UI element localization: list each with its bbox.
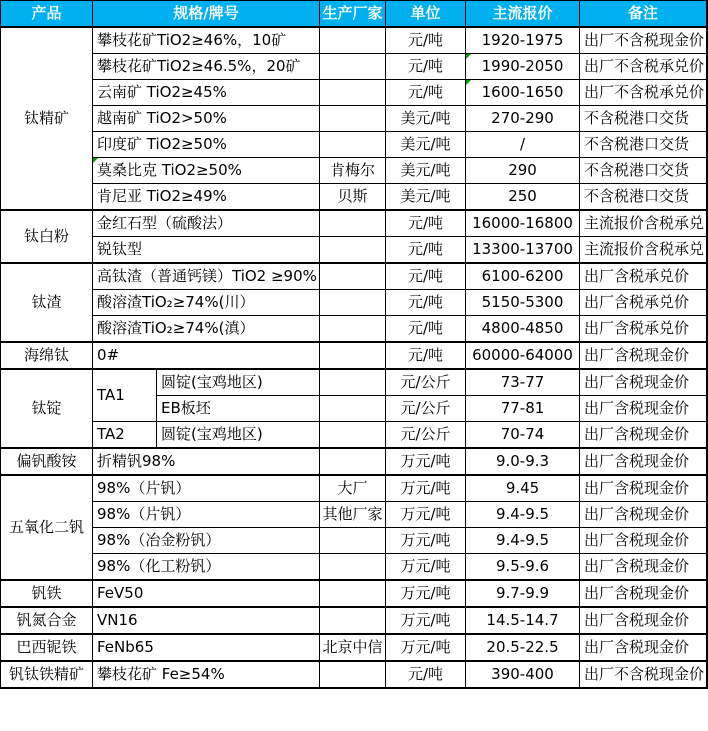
table-row	[1, 106, 707, 132]
maker-cell	[320, 448, 386, 475]
maker-cell	[320, 422, 386, 449]
unit-cell: 万元/吨	[386, 580, 466, 607]
note-cell: 主流报价含税承兑	[580, 210, 707, 237]
unit-cell: 元/吨	[386, 342, 466, 369]
price-cell: 9.0-9.3	[466, 448, 580, 475]
unit-cell: 元/吨	[386, 263, 466, 290]
unit-cell: 美元/吨	[386, 106, 466, 132]
table-row	[1, 54, 707, 80]
maker-cell	[320, 396, 386, 422]
spec-cell: 攀枝花矿TiO2≥46%，10矿	[93, 27, 320, 54]
price-cell: 270-290	[466, 106, 580, 132]
price-cell: 9.5-9.6	[466, 554, 580, 581]
note-cell: 不含税港口交货	[580, 106, 707, 132]
spec-cell: 攀枝花矿 Fe≥54%	[93, 661, 320, 688]
product-cell: 钒氮合金	[1, 607, 93, 634]
unit-cell: 元/吨	[386, 661, 466, 688]
price-cell: 9.45	[466, 475, 580, 502]
maker-cell	[320, 54, 386, 80]
maker-cell	[320, 316, 386, 343]
note-cell: 出厂含税现金价	[580, 369, 707, 396]
col-header-note: 备注	[580, 1, 707, 28]
product-cell: 钛白粉	[1, 210, 93, 263]
header-row	[1, 1, 707, 28]
note-cell: 出厂含税现金价	[580, 528, 707, 554]
note-cell: 出厂含税现金价	[580, 580, 707, 607]
maker-cell	[320, 528, 386, 554]
table-row	[1, 27, 707, 54]
note-cell: 出厂含税现金价	[580, 422, 707, 449]
price-cell: 60000-64000	[466, 342, 580, 369]
maker-cell	[320, 263, 386, 290]
spec-cell: 金红石型（硫酸法）	[93, 210, 320, 237]
table-row	[1, 132, 707, 158]
spec-cell: 肯尼亚 TiO2≥49%	[93, 184, 320, 211]
table-row	[1, 158, 707, 184]
note-cell: 出厂含税现金价	[580, 502, 707, 528]
unit-cell: 元/吨	[386, 237, 466, 264]
maker-cell	[320, 237, 386, 264]
maker-cell	[320, 210, 386, 237]
price-cell: 13300-13700	[466, 237, 580, 264]
table-row	[1, 448, 707, 475]
price-cell: 20.5-22.5	[466, 634, 580, 661]
table-row	[1, 80, 707, 106]
unit-cell: 元/公斤	[386, 396, 466, 422]
table-row	[1, 210, 707, 237]
maker-cell: 北京中信	[320, 634, 386, 661]
spec-cell: 98%（冶金粉钒）	[93, 528, 320, 554]
table-row	[1, 502, 707, 528]
table-row	[1, 369, 707, 396]
spec-cell: 云南矿 TiO2≥45%	[93, 80, 320, 106]
spec-cell: 98%（化工粉钒）	[93, 554, 320, 581]
maker-cell: 贝斯	[320, 184, 386, 211]
note-cell: 出厂不含税现金价	[580, 27, 707, 54]
spec-cell: FeV50	[93, 580, 320, 607]
price-cell: 9.7-9.9	[466, 580, 580, 607]
note-cell: 不含税港口交货	[580, 184, 707, 211]
price-cell: 73-77	[466, 369, 580, 396]
maker-cell	[320, 80, 386, 106]
col-header-price: 主流报价	[466, 1, 580, 28]
maker-cell	[320, 342, 386, 369]
product-cell: 钛锭	[1, 369, 93, 448]
spec-cell: 折精钒98%	[93, 448, 320, 475]
price-cell: 4800-4850	[466, 316, 580, 343]
maker-cell	[320, 607, 386, 634]
spec-cell: VN16	[93, 607, 320, 634]
table-row	[1, 184, 707, 211]
unit-cell: 元/吨	[386, 210, 466, 237]
maker-cell	[320, 106, 386, 132]
product-cell: 钛渣	[1, 263, 93, 342]
unit-cell: 美元/吨	[386, 184, 466, 211]
note-cell: 出厂含税现金价	[580, 475, 707, 502]
col-header-maker: 生产厂家	[320, 1, 386, 28]
spec-cell: 酸溶渣TiO₂≥74%(滇）	[93, 316, 320, 343]
spec-cell: 酸溶渣TiO₂≥74%(川）	[93, 290, 320, 316]
comment-indicator-icon	[466, 54, 471, 59]
price-cell: 9.4-9.5	[466, 502, 580, 528]
unit-cell: 万元/吨	[386, 448, 466, 475]
comment-indicator-icon	[466, 80, 471, 85]
table-row	[1, 580, 707, 607]
price-cell: /	[466, 132, 580, 158]
table-row	[1, 634, 707, 661]
spec-cell: 圆锭(宝鸡地区)	[157, 369, 320, 396]
table-row	[1, 661, 707, 688]
maker-cell: 大厂	[320, 475, 386, 502]
spec-cell: 越南矿 TiO2>50%	[93, 106, 320, 132]
price-cell: 9.4-9.5	[466, 528, 580, 554]
table-row	[1, 475, 707, 502]
maker-cell	[320, 27, 386, 54]
maker-cell	[320, 661, 386, 688]
grade-cell: TA2	[93, 422, 157, 449]
price-cell: 16000-16800	[466, 210, 580, 237]
table-row	[1, 528, 707, 554]
unit-cell: 万元/吨	[386, 634, 466, 661]
unit-cell: 元/公斤	[386, 369, 466, 396]
spec-cell: 印度矿 TiO2≥50%	[93, 132, 320, 158]
maker-cell: 其他厂家	[320, 502, 386, 528]
maker-cell: 肯梅尔	[320, 158, 386, 184]
maker-cell	[320, 554, 386, 581]
table-row	[1, 316, 707, 343]
maker-cell	[320, 290, 386, 316]
note-cell: 出厂不含税承兑价	[580, 54, 707, 80]
note-cell: 不含税港口交货	[580, 158, 707, 184]
unit-cell: 元/吨	[386, 290, 466, 316]
product-cell: 海绵钛	[1, 342, 93, 369]
unit-cell: 元/吨	[386, 316, 466, 343]
table-row	[1, 554, 707, 581]
note-cell: 出厂含税现金价	[580, 554, 707, 581]
note-cell: 出厂不含税承兑价	[580, 80, 707, 106]
note-cell: 出厂不含税现金价	[580, 661, 707, 688]
table-row	[1, 342, 707, 369]
unit-cell: 万元/吨	[386, 607, 466, 634]
unit-cell: 元/吨	[386, 54, 466, 80]
unit-cell: 万元/吨	[386, 528, 466, 554]
note-cell: 出厂含税承兑价	[580, 263, 707, 290]
note-cell: 出厂含税现金价	[580, 396, 707, 422]
unit-cell: 万元/吨	[386, 554, 466, 581]
unit-cell: 万元/吨	[386, 475, 466, 502]
price-cell: 1920-1975	[466, 27, 580, 54]
price-cell: 290	[466, 158, 580, 184]
note-cell: 不含税港口交货	[580, 132, 707, 158]
unit-cell: 元/公斤	[386, 422, 466, 449]
table-row	[1, 263, 707, 290]
price-cell: 250	[466, 184, 580, 211]
product-cell: 五氧化二钒	[1, 475, 93, 580]
table-row	[1, 237, 707, 264]
spec-cell: 高钛渣（普通钙镁）TiO2 ≥90%	[93, 263, 320, 290]
product-cell: 钒铁	[1, 580, 93, 607]
price-cell: 14.5-14.7	[466, 607, 580, 634]
table-row	[1, 607, 707, 634]
table-row	[1, 422, 707, 449]
unit-cell: 元/吨	[386, 27, 466, 54]
note-cell: 出厂含税现金价	[580, 607, 707, 634]
spec-cell: 莫桑比克 TiO2≥50%	[93, 158, 320, 184]
note-cell: 出厂含税承兑价	[580, 290, 707, 316]
price-cell: 5150-5300	[466, 290, 580, 316]
col-header-unit: 单位	[386, 1, 466, 28]
price-cell: 390-400	[466, 661, 580, 688]
spec-cell: 98%（片钒）	[93, 475, 320, 502]
unit-cell: 万元/吨	[386, 502, 466, 528]
comment-indicator-icon	[93, 158, 98, 163]
maker-cell	[320, 580, 386, 607]
product-cell: 钒钛铁精矿	[1, 661, 93, 688]
unit-cell: 美元/吨	[386, 158, 466, 184]
maker-cell	[320, 132, 386, 158]
spec-cell: EB板坯	[157, 396, 320, 422]
note-cell: 出厂含税现金价	[580, 634, 707, 661]
spec-cell: 攀枝花矿TiO2≥46.5%，20矿	[93, 54, 320, 80]
note-cell: 出厂含税现金价	[580, 342, 707, 369]
price-cell: 77-81	[466, 396, 580, 422]
maker-cell	[320, 369, 386, 396]
unit-cell: 元/吨	[386, 80, 466, 106]
col-header-product: 产品	[1, 1, 93, 28]
product-cell: 巴西铌铁	[1, 634, 93, 661]
product-cell: 偏钒酸铵	[1, 448, 93, 475]
note-cell: 出厂含税承兑价	[580, 316, 707, 343]
price-cell: 1990-2050	[466, 54, 580, 80]
spec-cell: 锐钛型	[93, 237, 320, 264]
spec-cell: FeNb65	[93, 634, 320, 661]
product-cell: 钛精矿	[1, 27, 93, 210]
grade-cell: TA1	[93, 369, 157, 422]
note-cell: 主流报价含税承兑	[580, 237, 707, 264]
spec-cell: 98%（片钒）	[93, 502, 320, 528]
note-cell: 出厂含税现金价	[580, 448, 707, 475]
spec-cell: 圆锭(宝鸡地区)	[157, 422, 320, 449]
price-cell: 70-74	[466, 422, 580, 449]
spec-cell: 0#	[93, 342, 320, 369]
price-cell: 6100-6200	[466, 263, 580, 290]
col-header-spec: 规格/牌号	[93, 1, 320, 28]
price-cell: 1600-1650	[466, 80, 580, 106]
table-row	[1, 290, 707, 316]
unit-cell: 美元/吨	[386, 132, 466, 158]
